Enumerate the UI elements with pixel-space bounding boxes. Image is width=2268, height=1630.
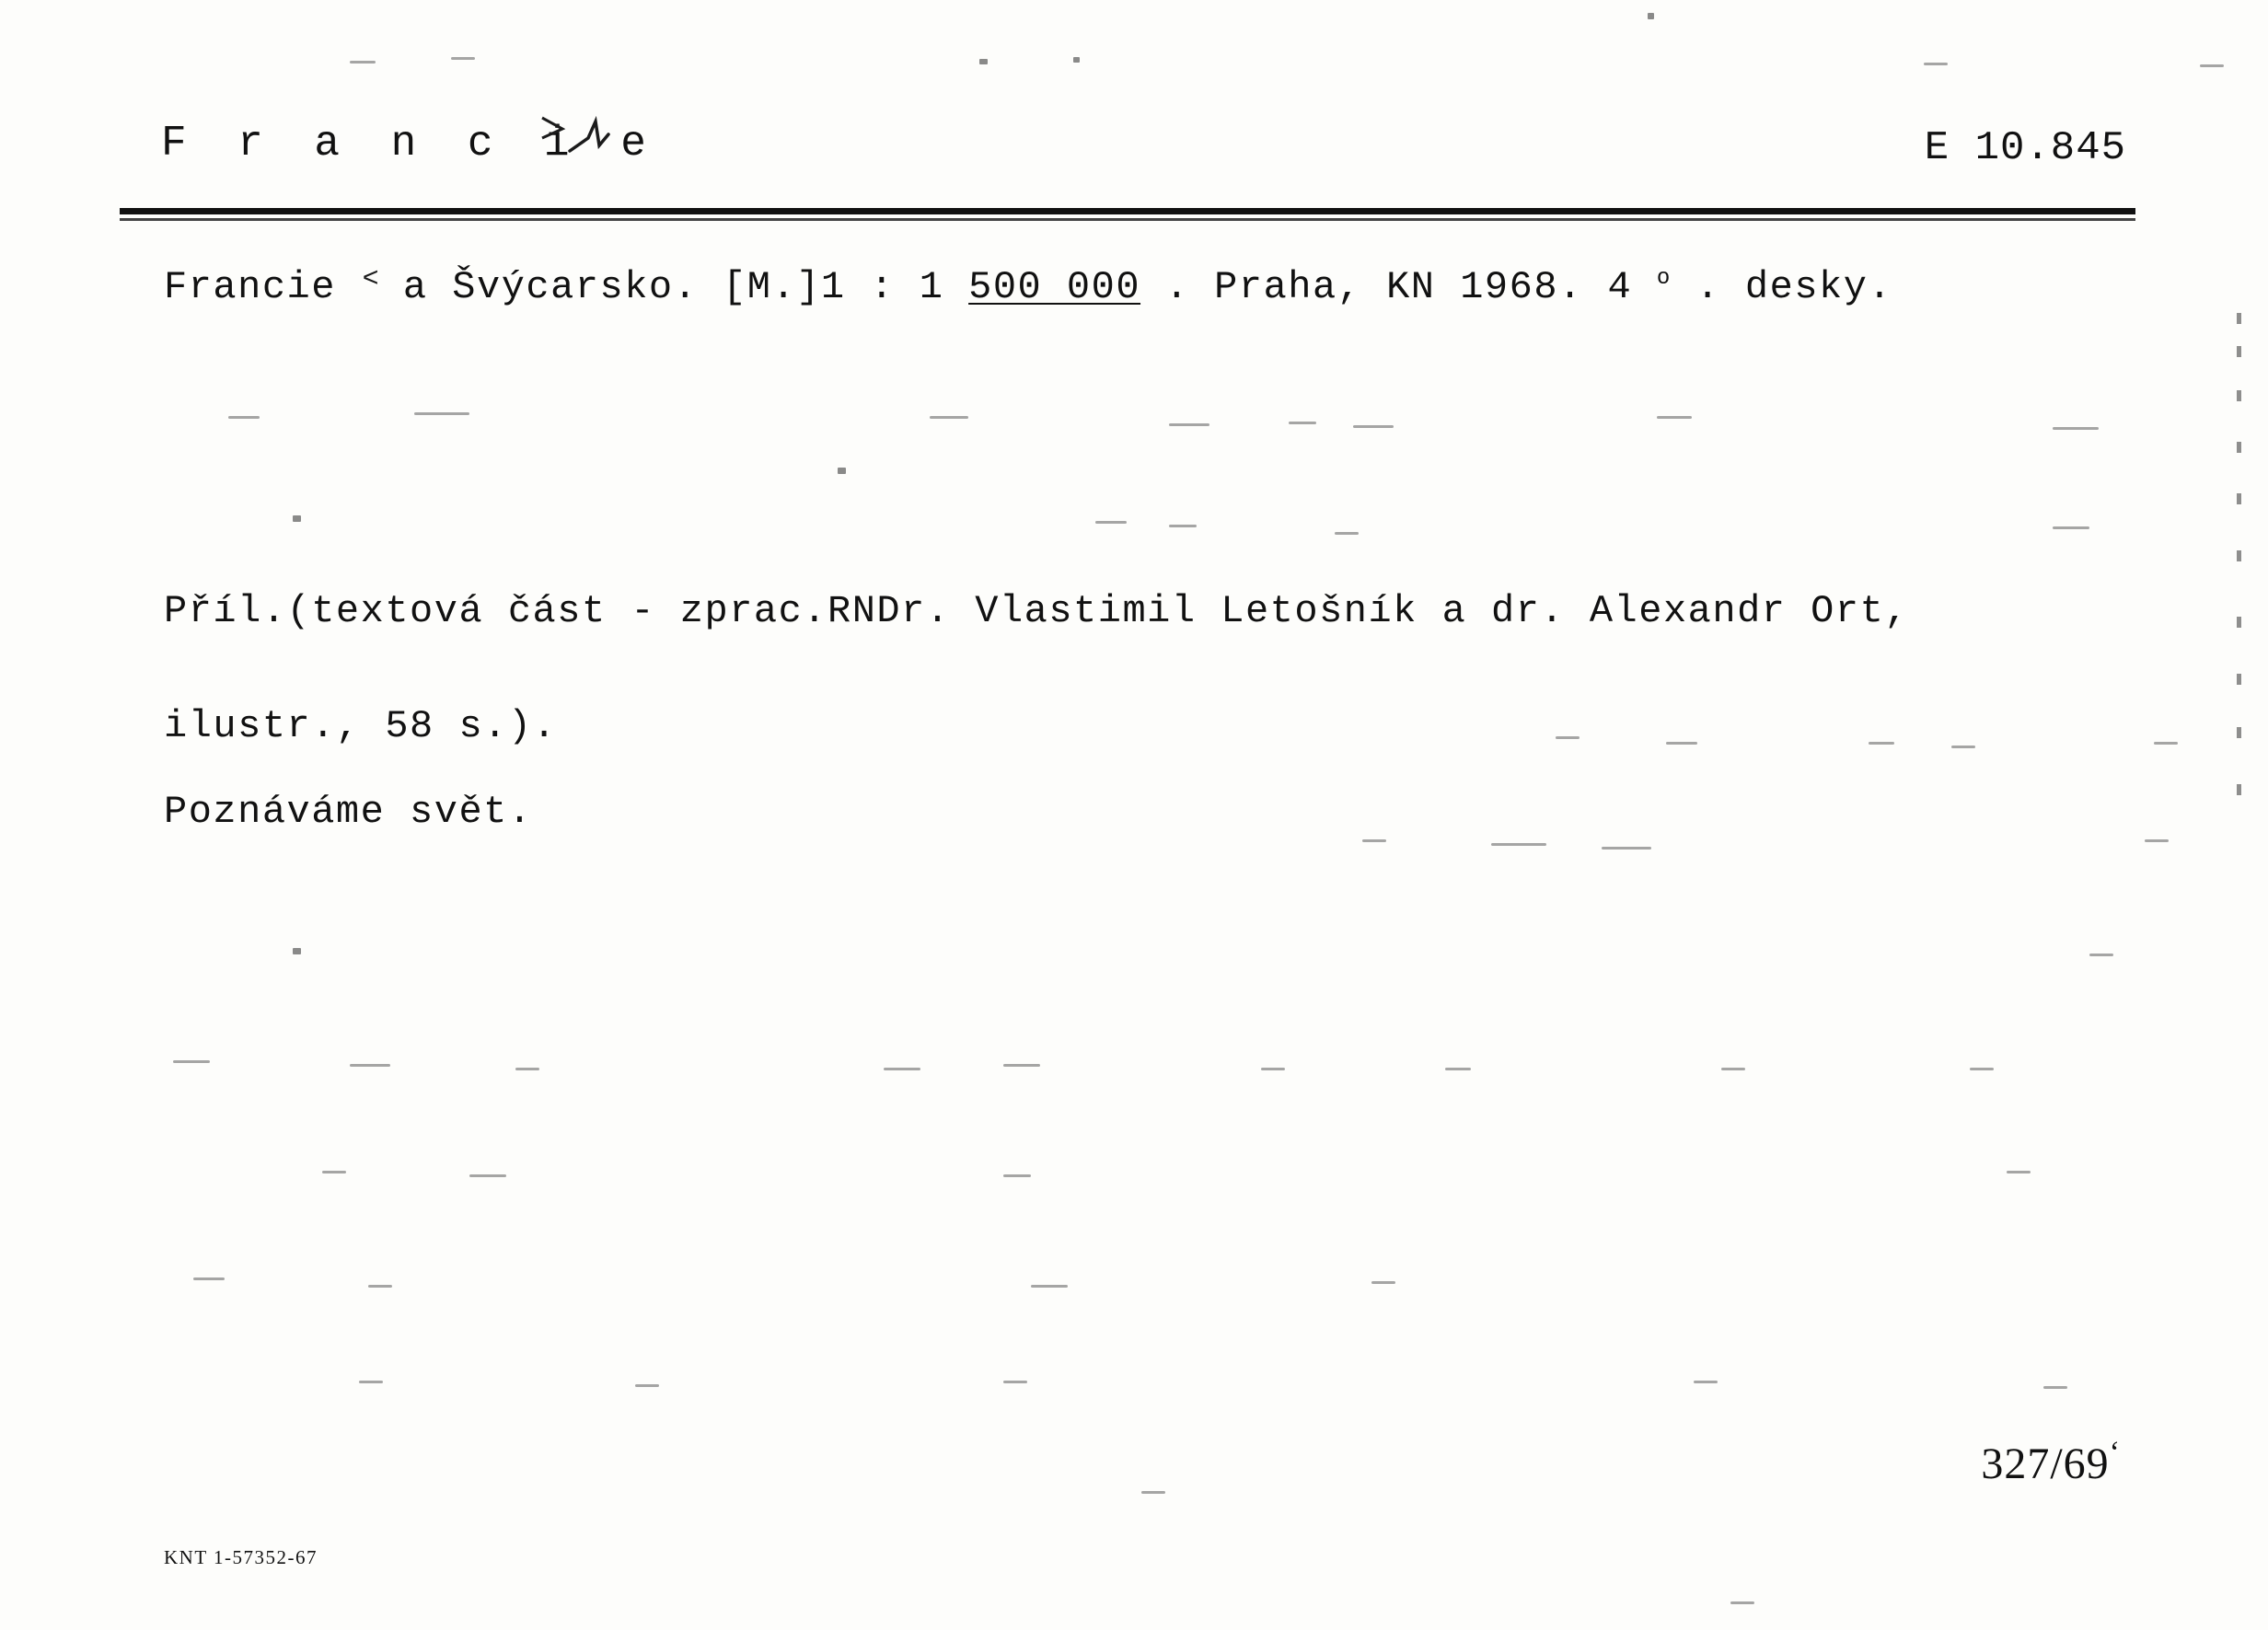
- title-main: Francie: [164, 265, 336, 309]
- title-parallel: a Švýcarsko.: [402, 265, 699, 309]
- physical-description: . desky.: [1695, 265, 1893, 309]
- title-statement: [164, 265, 1892, 309]
- scale-denominator: 500 000: [968, 265, 1141, 309]
- shelfmark: E 10.845: [1924, 125, 2126, 171]
- header-rule-thick: [120, 208, 2135, 214]
- note-line-1: Příl.(textová část - zprac.RNDr. Vlastimil Letošník a dr. Alexandr Ort,: [164, 589, 1909, 633]
- series-statement: Poznáváme svět.: [164, 790, 533, 834]
- check-mark-icon: [538, 114, 649, 171]
- page-title: F r a n c i e: [161, 120, 659, 168]
- caret-icon-before-a: <: [362, 264, 381, 295]
- edge-scan-dots: [2237, 313, 2242, 828]
- note-line-2: ilustr., 58 s.).: [164, 704, 558, 748]
- accession-number-value: 327/69: [1981, 1439, 2110, 1488]
- format-degree: o: [1656, 266, 1672, 291]
- card-header: [120, 120, 2135, 193]
- header-rule-thin: [120, 218, 2135, 221]
- form-code: KNT 1-57352-67: [164, 1546, 318, 1568]
- material-and-scale: [M.]1 : 1: [723, 265, 969, 309]
- accession-number: [1981, 1436, 2121, 1489]
- pen-tick-icon: ‘: [2109, 1436, 2121, 1470]
- imprint: . Praha, KN 1968. 4: [1164, 265, 1633, 309]
